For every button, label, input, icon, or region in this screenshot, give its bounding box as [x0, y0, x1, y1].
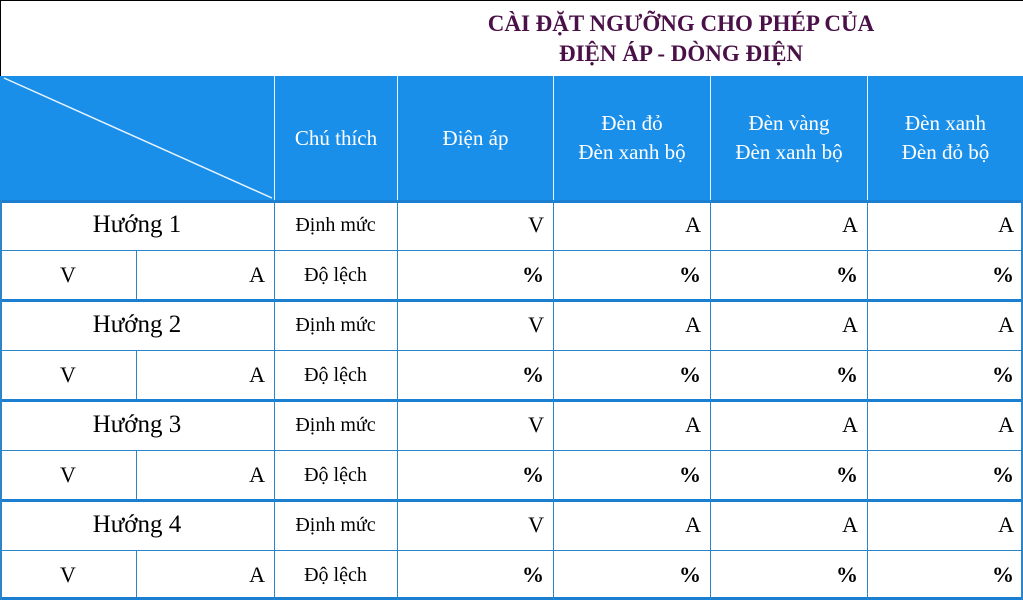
rated-label: Định mức [295, 413, 376, 436]
rated-red-input[interactable]: A [685, 412, 701, 437]
column-divider [136, 250, 137, 300]
row-divider [0, 250, 1023, 251]
column-divider [710, 200, 711, 600]
header-red-line-2: Đèn xanh bộ [578, 140, 686, 164]
header-note-label: Chú thích [294, 125, 378, 150]
column-divider [553, 200, 554, 600]
deviation-red-input[interactable]: % [679, 462, 701, 487]
direction-current-input[interactable]: A [249, 362, 265, 387]
direction-current-input[interactable]: A [249, 562, 265, 587]
deviation-voltage-input[interactable]: % [522, 462, 544, 487]
direction-label: Hướng 4 [92, 511, 182, 538]
rated-voltage-input[interactable]: V [528, 212, 544, 237]
column-divider [397, 200, 398, 600]
rated-green-input[interactable]: A [998, 412, 1014, 437]
direction-label: Hướng 3 [92, 411, 182, 438]
rated-voltage-input[interactable]: V [528, 412, 544, 437]
deviation-label: Độ lệch [304, 263, 367, 286]
table-header [0, 76, 1023, 200]
deviation-green-input[interactable]: % [992, 262, 1014, 287]
deviation-voltage-input[interactable]: % [522, 262, 544, 287]
direction-voltage-input[interactable]: V [60, 562, 76, 587]
rated-green-input[interactable]: A [998, 212, 1014, 237]
deviation-voltage-input[interactable]: % [522, 562, 544, 587]
header-green-line-1: Đèn xanh [904, 111, 987, 135]
deviation-yellow-input[interactable]: % [836, 362, 858, 387]
direction-current-input[interactable]: A [249, 262, 265, 287]
column-divider [136, 350, 137, 400]
header-note [274, 76, 397, 200]
deviation-label: Độ lệch [304, 463, 367, 486]
direction-current-input[interactable]: A [249, 462, 265, 487]
deviation-green-input[interactable]: % [992, 462, 1014, 487]
header-voltage [397, 76, 553, 200]
rated-label: Định mức [295, 313, 376, 336]
page-title-line-1: CÀI ĐẶT NGƯỠNG CHO PHÉP CỦA [487, 11, 875, 36]
column-divider [0, 200, 2, 600]
column-divider [136, 550, 137, 600]
header-red-line-1: Đèn đỏ [601, 111, 663, 135]
direction-label: Hướng 2 [92, 311, 182, 338]
rated-label: Định mức [295, 213, 376, 236]
title-bar [0, 0, 1023, 76]
deviation-label: Độ lệch [304, 363, 367, 386]
rated-red-input[interactable]: A [685, 212, 701, 237]
row-divider [0, 550, 1023, 551]
row-divider [0, 399, 1023, 402]
header-yellow-light [710, 76, 867, 200]
direction-label: Hướng 1 [92, 211, 182, 238]
header-green-line-2: Đèn đỏ bộ [901, 140, 990, 164]
rated-voltage-input[interactable]: V [528, 312, 544, 337]
column-divider [136, 450, 137, 500]
direction-voltage-input[interactable]: V [60, 462, 76, 487]
deviation-green-input[interactable]: % [992, 562, 1014, 587]
threshold-table [0, 200, 1023, 600]
header-yellow-line-2: Đèn xanh bộ [735, 140, 843, 164]
header-green-light [867, 76, 1023, 200]
deviation-yellow-input[interactable]: % [836, 262, 858, 287]
column-divider [274, 200, 275, 600]
row-divider [0, 450, 1023, 451]
rated-yellow-input[interactable]: A [842, 312, 858, 337]
rated-green-input[interactable]: A [998, 312, 1014, 337]
page-title-line-2: ĐIỆN ÁP - DÒNG ĐIỆN [558, 41, 804, 66]
row-divider [0, 299, 1023, 302]
deviation-label: Độ lệch [304, 563, 367, 586]
direction-voltage-input[interactable]: V [60, 262, 76, 287]
rated-yellow-input[interactable]: A [842, 412, 858, 437]
deviation-red-input[interactable]: % [679, 562, 701, 587]
row-divider [0, 200, 1023, 203]
rated-label: Định mức [295, 513, 376, 536]
deviation-red-input[interactable]: % [679, 262, 701, 287]
direction-voltage-input[interactable]: V [60, 362, 76, 387]
deviation-red-input[interactable]: % [679, 362, 701, 387]
header-voltage-label: Điện áp [442, 125, 509, 150]
row-divider [0, 350, 1023, 351]
column-divider [867, 200, 868, 600]
rated-voltage-input[interactable]: V [528, 512, 544, 537]
rated-green-input[interactable]: A [998, 512, 1014, 537]
rated-red-input[interactable]: A [685, 512, 701, 537]
deviation-yellow-input[interactable]: % [836, 462, 858, 487]
header-diagonal-divider [0, 76, 274, 200]
header-red-light [553, 76, 710, 200]
row-divider [0, 499, 1023, 502]
rated-red-input[interactable]: A [685, 312, 701, 337]
deviation-voltage-input[interactable]: % [522, 362, 544, 387]
deviation-yellow-input[interactable]: % [836, 562, 858, 587]
header-yellow-line-1: Đèn vàng [748, 111, 830, 135]
rated-yellow-input[interactable]: A [842, 212, 858, 237]
rated-yellow-input[interactable]: A [842, 512, 858, 537]
deviation-green-input[interactable]: % [992, 362, 1014, 387]
